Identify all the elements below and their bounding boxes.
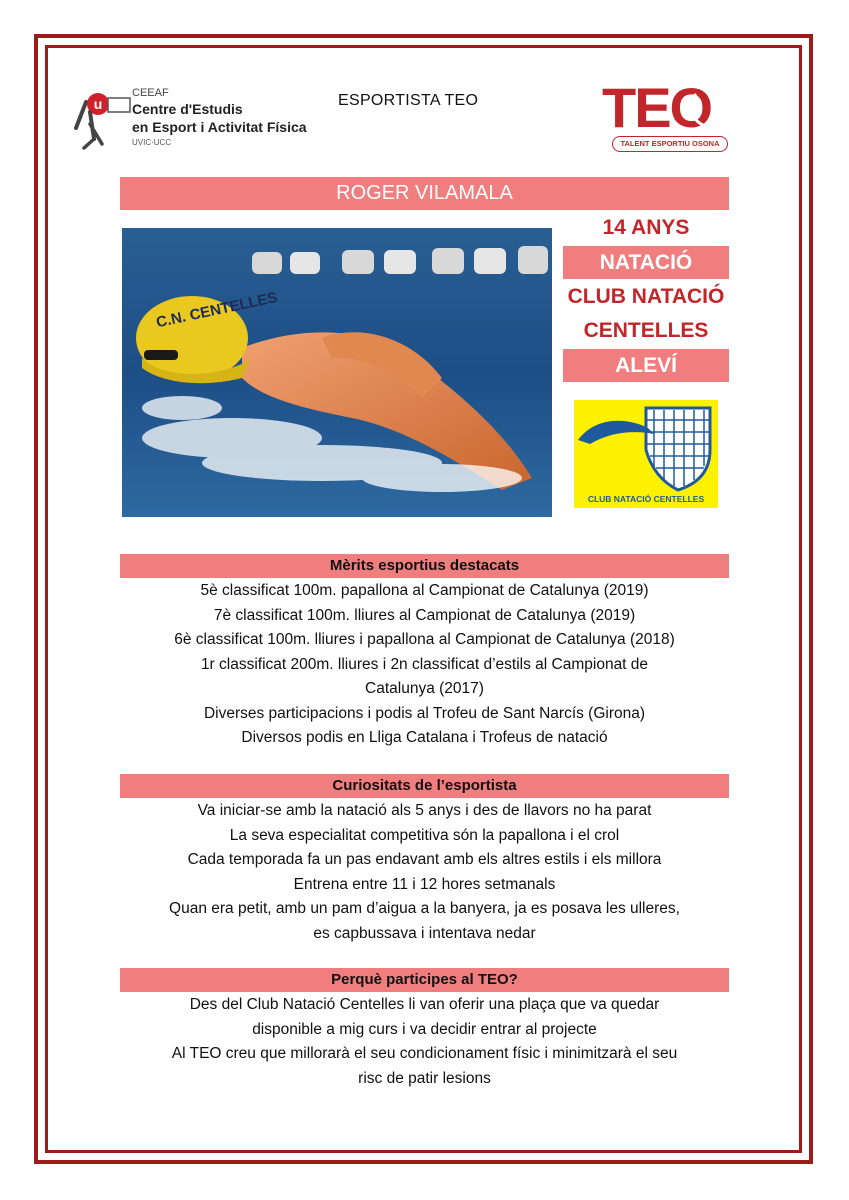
club-logo-text: CLUB NATACIÓ CENTELLES [587,494,705,504]
athlete-sport: NATACIÓ [563,246,729,279]
ceeaf-university: UVIC·UCC [132,138,172,147]
curiosities-list [120,799,729,946]
list-item: es capbussava i intentava nedar [313,924,536,942]
why-teo-list [120,993,729,1091]
list-item: 1r classificat 200m. lliures i 2n classificat d’estils al Campionat de [200,655,649,673]
club-logo [574,400,718,508]
merits-list [120,579,729,751]
list-item: Catalunya (2017) [365,680,484,697]
list-item: disponible a mig curs i va decidir entrar al projecte [252,1020,597,1038]
list-item: Diverses participacions i podis al Trofeu de Sant Narcís (Girona) [203,704,646,722]
swim-cap-text: C.N. CENTELLES [154,288,279,332]
list-item: 5è classificat 100m. papallona al Campionat de Catalunya (2019) [200,582,649,599]
list-item: Entrena entre 11 i 12 hores setmanals [293,875,556,893]
teo-swoosh-icon [688,82,734,134]
list-item: Cada temporada fa un pas endavant amb els altres estils i els millora [187,851,662,868]
svg-text:u: u [93,96,103,112]
why-teo-heading: Perquè participes al TEO? [120,968,729,992]
athlete-club-line1: CLUB NATACIÓ [567,285,725,308]
page-title: ESPORTISTA TEO [338,92,479,109]
curiosities-heading: Curiositats de l’esportista [120,774,729,798]
list-item: Al TEO creu que millorarà el seu condicionament físic i minimitzarà el seu [171,1045,678,1062]
athlete-category: ALEVÍ [563,349,729,382]
list-item: 6è classificat 100m. lliures i papallona al Campionat de Catalunya (2018) [174,631,675,648]
list-item: La seva especialitat competitiva són la papallona i el crol [229,826,620,844]
ceeaf-name-line2: en Esport i Activitat Física [132,119,307,135]
athlete-club-line2: CENTELLES [583,319,709,342]
ceeaf-abbreviation: CEEAF [132,87,169,99]
list-item: risc de patir lesions [358,1069,491,1087]
teo-logo-word: TEO [602,76,712,139]
teo-tagline: TALENT ESPORTIU OSONA [612,136,728,152]
list-item: 7è classificat 100m. lliures al Campionat de Catalunya (2019) [213,606,636,624]
athlete-age: 14 ANYS [602,216,690,239]
list-item: Diversos podis en Lliga Catalana i Trofeus de natació [241,729,608,746]
athlete-name-bar: ROGER VILAMALA [120,177,729,210]
merits-heading: Mèrits esportius destacats [120,554,729,578]
list-item: Des del Club Natació Centelles li van oferir una plaça que va quedar [189,996,660,1013]
ceeaf-text-block [132,86,307,150]
list-item: Va iniciar-se amb la natació als 5 anys i des de llavors no ha parat [197,802,652,819]
ceeaf-figure-icon [76,93,130,148]
swimmer-photo [122,228,552,517]
list-item: Quan era petit, amb un pam d’aigua a la banyera, ja es posava les ulleres, [169,900,680,917]
ceeaf-name-line1: Centre d'Estudis [132,101,243,117]
